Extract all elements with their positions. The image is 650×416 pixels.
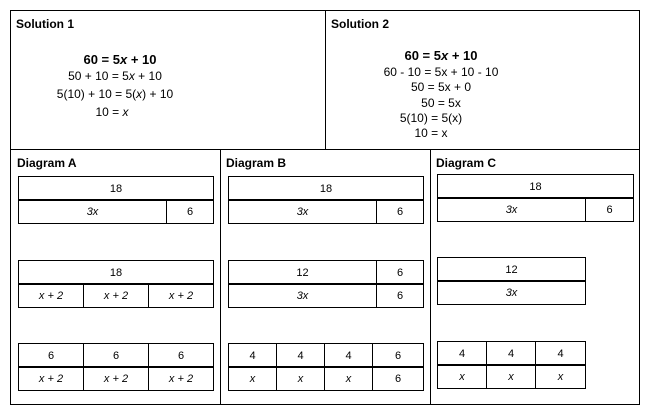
tape-cell: 6 <box>376 260 424 285</box>
tape-cell: 12 <box>437 257 586 282</box>
tape-cell: 4 <box>437 341 487 366</box>
tape-cell: 3x <box>437 280 586 305</box>
tape-cell: 4 <box>486 341 536 366</box>
solution-2-line-2: 60 - 10 = 5x + 10 - 10 <box>383 65 499 79</box>
tape-cell: x + 2 <box>18 283 84 308</box>
solution-2-line-5: 5(10) = 5(x) <box>399 111 463 125</box>
tape-cell: 3x <box>228 199 377 224</box>
tape-cell: x + 2 <box>83 283 149 308</box>
diagram-a-title: Diagram A <box>17 156 77 170</box>
tape-cell: 4 <box>276 343 325 368</box>
tape-cell: x + 2 <box>148 283 214 308</box>
tape-cell: x <box>437 364 487 389</box>
tape-cell: 6 <box>18 343 84 368</box>
tape-cell: 6 <box>372 366 424 391</box>
diagram-b-title: Diagram B <box>226 156 287 170</box>
tape-cell: 3x <box>228 283 377 308</box>
tape-cell: 4 <box>324 343 373 368</box>
solution-1-line-4: 10 = x <box>95 105 129 119</box>
tape-cell: x + 2 <box>83 366 149 391</box>
tape-cell: 18 <box>437 174 634 199</box>
solution-2-line-1: 60 = 5x + 10 <box>404 48 478 63</box>
tape-cell: 6 <box>376 199 424 224</box>
solution-2-line-4: 50 = 5x <box>421 96 461 110</box>
tape-cell: 3x <box>18 199 167 224</box>
tape-cell: x <box>228 366 277 391</box>
solution-1-title: Solution 1 <box>16 17 74 31</box>
tape-cell: 18 <box>228 176 424 201</box>
diagram-c-title: Diagram C <box>436 156 497 170</box>
solution-1-line-3: 5(10) + 10 = 5(x) + 10 <box>56 87 174 101</box>
tape-cell: 6 <box>166 199 214 224</box>
tape-cell: 6 <box>376 283 424 308</box>
tape-cell: 6 <box>83 343 149 368</box>
solution-2-line-6: 10 = x <box>414 126 448 140</box>
tape-cell: 18 <box>18 260 214 285</box>
solution-1-line-2: 50 + 10 = 5x + 10 <box>68 69 162 83</box>
tape-cell: 18 <box>18 176 214 201</box>
tape-cell: x + 2 <box>148 366 214 391</box>
tape-cell: 6 <box>585 197 634 222</box>
tape-cell: x <box>535 364 586 389</box>
solution-2-title: Solution 2 <box>331 17 389 31</box>
tape-cell: x + 2 <box>18 366 84 391</box>
tape-cell: 6 <box>148 343 214 368</box>
tape-cell: x <box>276 366 325 391</box>
tape-cell: 3x <box>437 197 586 222</box>
tape-cell: 4 <box>535 341 586 366</box>
tape-cell: 12 <box>228 260 377 285</box>
solution-2-line-3: 50 = 5x + 0 <box>410 80 472 94</box>
tape-cell: 6 <box>372 343 424 368</box>
tape-cell: x <box>486 364 536 389</box>
tape-cell: x <box>324 366 373 391</box>
solution-1-line-1: 60 = 5x + 10 <box>83 52 157 67</box>
tape-cell: 4 <box>228 343 277 368</box>
